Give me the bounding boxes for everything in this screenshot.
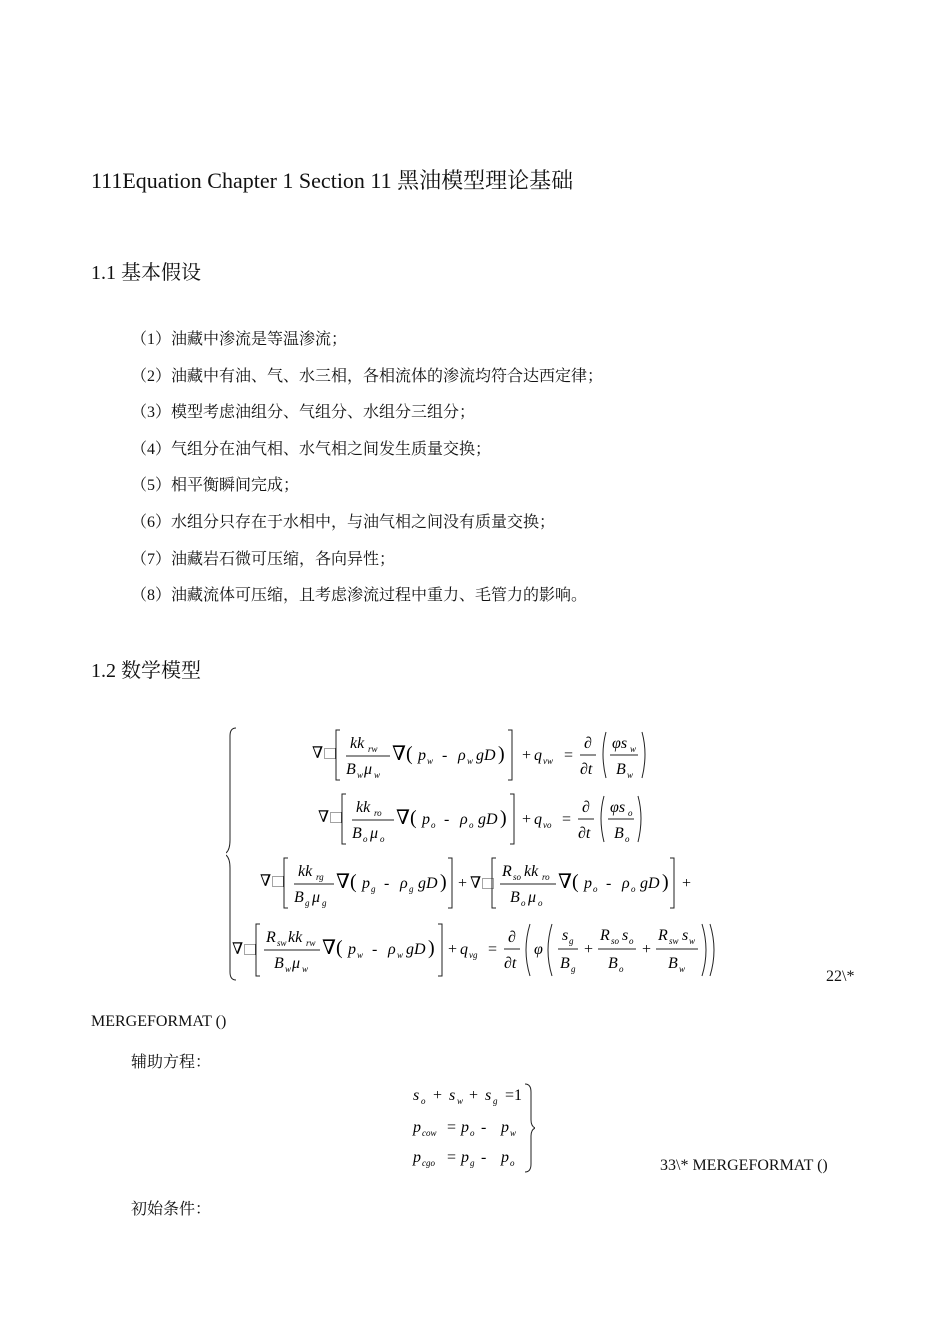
svg-text:w: w [457,1096,464,1106]
svg-text:μ: μ [292,955,301,972]
list-item: （2）油藏中有油、气、水三相，各相流体的渗流均符合达西定律； [131,367,604,385]
svg-text:cgo: cgo [422,1158,435,1168]
auxiliary-equations-label: 辅助方程： [131,1054,212,1071]
svg-text:rw: rw [368,744,378,754]
governing-equations-formula [226,722,726,986]
svg-text:g: g [305,898,310,908]
svg-text:=: = [562,811,572,828]
svg-text:w: w [357,950,364,960]
svg-text:o: o [538,898,543,908]
svg-text:o: o [619,964,624,974]
svg-text:o: o [631,884,636,894]
svg-text:p: p [348,941,356,958]
svg-text:g: g [409,884,414,894]
svg-text:g: g [371,884,376,894]
equation-number-3: 33\* MERGEFORMAT () [660,1157,828,1174]
svg-text:kk: kk [350,735,365,752]
svg-text:g: g [569,936,574,946]
svg-text:∂: ∂ [584,735,592,752]
svg-text:+: + [448,941,458,958]
svg-text:o: o [421,1096,426,1106]
svg-text:ρ: ρ [388,941,396,958]
svg-text:w: w [627,770,634,780]
list-item: （1）油藏中渗流是等温渗流； [131,331,348,348]
svg-text:): ) [440,871,447,893]
svg-text:ρ: ρ [458,747,466,764]
svg-text:⃞: ⃞ [324,747,337,761]
svg-text:=: = [564,747,574,764]
svg-text:=: = [488,941,498,958]
svg-text:-: - [372,941,378,958]
equation-number-2-continued: MERGEFORMAT () [91,1013,227,1030]
svg-text:+: + [522,747,532,764]
svg-text:gD: gD [418,875,438,892]
svg-text:∇(: ∇( [392,743,413,765]
svg-text:g: g [493,1096,498,1106]
svg-text:ρ: ρ [400,875,408,892]
svg-text:q: q [460,941,468,958]
svg-text:sw: sw [669,936,679,946]
svg-text:B: B [346,761,356,778]
svg-text:μ: μ [312,889,321,906]
list-item: （6）水组分只存在于水相中，与油气相之间没有质量交换； [131,513,556,531]
svg-text:=1: =1 [505,1087,523,1104]
svg-text:R: R [502,863,512,880]
svg-text:q: q [534,811,542,828]
svg-text:w: w [397,950,404,960]
initial-conditions-label: 初始条件： [131,1201,212,1218]
section-heading-math-model: 1.2 数学模型 [91,660,201,682]
svg-text:s: s [562,927,569,944]
list-item: （7）油藏岩石微可压缩，各向异性； [131,550,396,568]
svg-text:vw: vw [543,756,553,766]
svg-text:p: p [584,875,592,892]
svg-text:⃞: ⃞ [244,943,257,957]
svg-text:p: p [422,811,430,828]
svg-text:gD: gD [478,811,498,828]
svg-text:-: - [442,747,448,764]
svg-text:B: B [614,825,624,842]
svg-text:w: w [374,770,381,780]
svg-text:∂t: ∂t [504,955,517,972]
svg-text:p: p [413,1149,421,1166]
svg-text:B: B [510,889,520,906]
svg-text:∂t: ∂t [580,761,593,778]
svg-text:s: s [413,1087,420,1104]
svg-text:o: o [431,820,436,830]
svg-text:o: o [510,1158,515,1168]
svg-text:sw: sw [277,938,287,948]
svg-text:∇: ∇ [260,873,272,890]
svg-text:p: p [501,1119,509,1136]
svg-text:w: w [357,770,364,780]
svg-text:φs: φs [610,799,626,816]
svg-text:rg: rg [316,872,324,882]
svg-text:μ: μ [364,761,373,778]
svg-text:w: w [285,964,292,974]
svg-text:p: p [362,875,370,892]
svg-text:B: B [608,955,618,972]
svg-text:w: w [427,756,434,766]
svg-text:+: + [458,875,468,892]
assumption-list [131,328,603,621]
svg-text:p: p [461,1149,469,1166]
svg-text:g: g [322,898,327,908]
svg-text:∂: ∂ [508,929,516,946]
svg-text:∇: ∇ [318,809,330,826]
svg-text:s: s [485,1087,492,1104]
svg-text:o: o [521,898,526,908]
svg-text:kk: kk [298,863,313,880]
svg-text:w: w [679,964,686,974]
chapter-heading: 111Equation Chapter 1 Section 11 黑油模型理论基础 [91,168,574,193]
svg-text:⃞: ⃞ [482,877,495,891]
svg-text:⃞: ⃞ [272,875,285,889]
list-item: （3）模型考虑油组分、气组分、水组分三组分； [131,404,476,422]
svg-text:so: so [513,872,522,882]
svg-text:∂: ∂ [582,799,590,816]
svg-text:rw: rw [306,938,316,948]
svg-text:o: o [469,820,474,830]
svg-text:ρ: ρ [460,811,468,828]
svg-text:s: s [449,1087,456,1104]
svg-text:gD: gD [476,747,496,764]
svg-text:): ) [662,871,669,893]
svg-text:w: w [689,936,696,946]
svg-text:=: = [447,1149,457,1166]
svg-text:so: so [611,936,620,946]
auxiliary-equations-formula [405,1080,535,1175]
svg-text:vo: vo [543,820,552,830]
svg-text:+: + [433,1087,443,1104]
svg-text:∇(: ∇( [396,807,417,829]
svg-text:p: p [418,747,426,764]
svg-text:o: o [380,834,385,844]
svg-text:R: R [266,929,276,946]
svg-text:ro: ro [542,872,550,882]
svg-text:B: B [294,889,304,906]
svg-text:w: w [630,744,637,754]
svg-text:-: - [606,875,612,892]
svg-text:kk: kk [524,863,539,880]
svg-text:p: p [461,1119,469,1136]
svg-text:o: o [470,1128,475,1138]
svg-text:=: = [447,1119,457,1136]
svg-text:gD: gD [640,875,660,892]
svg-text:B: B [352,825,362,842]
svg-text:∇: ∇ [312,745,324,762]
svg-text:w: w [510,1128,517,1138]
svg-text:o: o [363,834,368,844]
svg-text:∇: ∇ [232,941,244,958]
svg-text:cow: cow [422,1128,437,1138]
svg-text:p: p [413,1119,421,1136]
svg-text:B: B [668,955,678,972]
svg-text:R: R [658,927,668,944]
list-item: （5）相平衡瞬间完成； [131,477,300,495]
svg-text:+: + [642,941,652,958]
svg-text:s: s [622,927,629,944]
svg-text:g: g [571,964,576,974]
svg-text:B: B [560,955,570,972]
svg-text:kk: kk [288,929,303,946]
list-item: （4）气组分在油气相、水气相之间发生质量交换； [131,440,492,458]
svg-text:kk: kk [356,799,371,816]
svg-text:g: g [470,1158,475,1168]
svg-text:o: o [625,834,630,844]
svg-text:): ) [428,937,435,959]
svg-text:μ: μ [528,889,537,906]
svg-text:): ) [498,743,505,765]
list-item: （8）油藏流体可压缩，且考虑渗流过程中重力、毛管力的影响。 [131,587,588,605]
svg-text:+: + [584,941,594,958]
svg-text:∇: ∇ [470,875,482,892]
svg-text:p: p [501,1149,509,1166]
svg-text:+: + [682,875,692,892]
svg-text:o: o [593,884,598,894]
svg-text:q: q [534,747,542,764]
equation-number-2: 22\* [826,968,855,985]
svg-text:w: w [302,964,309,974]
svg-text:w: w [467,756,474,766]
svg-text:B: B [616,761,626,778]
svg-text:-: - [444,811,450,828]
svg-text:s: s [682,927,689,944]
svg-text:-: - [384,875,390,892]
svg-text:+: + [469,1087,479,1104]
svg-text:∇(: ∇( [322,937,343,959]
svg-text:∂t: ∂t [578,825,591,842]
svg-text:∇(: ∇( [558,871,579,893]
svg-text:): ) [500,807,507,829]
svg-text:-: - [481,1149,487,1166]
svg-text:-: - [481,1119,487,1136]
svg-text:∇(: ∇( [336,871,357,893]
svg-text:o: o [628,808,633,818]
svg-text:⃞: ⃞ [330,811,343,825]
svg-text:μ: μ [370,825,379,842]
svg-text:ρ: ρ [622,875,630,892]
section-heading-assumptions: 1.1 基本假设 [91,262,201,284]
svg-text:o: o [629,936,634,946]
svg-text:B: B [274,955,284,972]
svg-text:ro: ro [374,808,382,818]
svg-text:φ: φ [534,941,543,958]
svg-text:gD: gD [406,941,426,958]
svg-text:+: + [522,811,532,828]
svg-text:vg: vg [469,950,478,960]
svg-text:R: R [600,927,610,944]
svg-text:φs: φs [612,735,628,752]
